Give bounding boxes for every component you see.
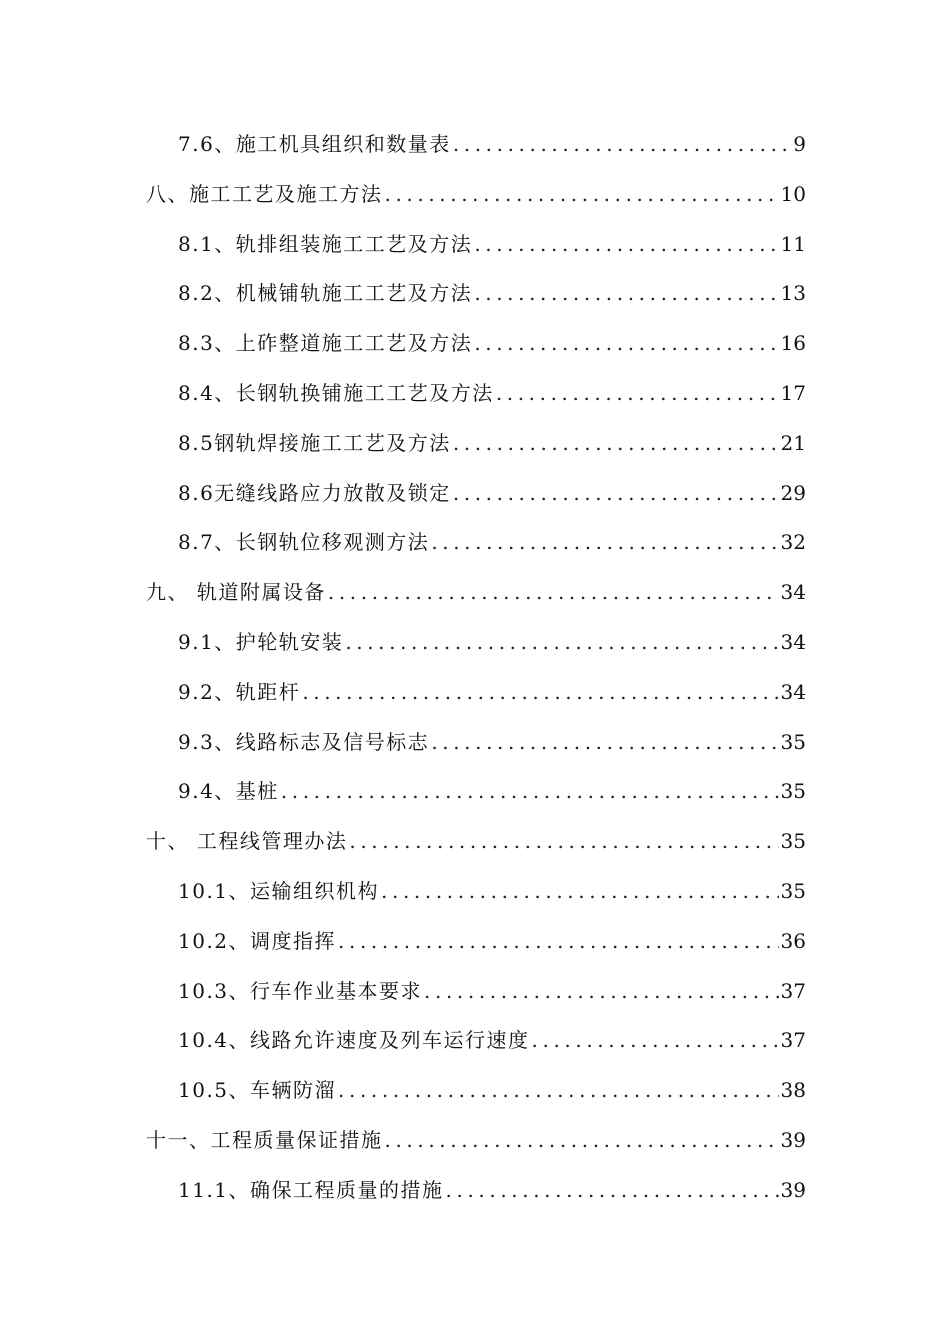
toc-entry[interactable]: [178, 377, 806, 417]
toc-entry[interactable]: [178, 128, 806, 168]
toc-dot-leader: [474, 232, 778, 256]
toc-page-number: 32: [780, 530, 806, 555]
toc-entry-label: 十一、工程质量保证措施: [146, 1128, 383, 1152]
toc-dot-leader: [338, 929, 779, 953]
toc-dot-leader: [385, 182, 779, 206]
toc-entry[interactable]: [178, 277, 806, 317]
toc-dot-leader: [453, 132, 791, 156]
toc-entry[interactable]: [178, 427, 806, 467]
toc-page-number: 36: [780, 928, 806, 953]
toc-entry-label: 10.4、线路允许速度及列车运行速度: [178, 1028, 530, 1053]
toc-entry[interactable]: [178, 676, 806, 716]
toc-page-number: 13: [780, 281, 806, 306]
toc-dot-leader: [302, 680, 778, 704]
toc-entry[interactable]: [178, 626, 806, 666]
toc-page-number: 34: [780, 630, 806, 654]
toc-entry[interactable]: [178, 726, 806, 766]
toc-entry[interactable]: [178, 975, 806, 1015]
toc-entry-label: 八、施工工艺及施工方法: [146, 181, 383, 206]
toc-entry-label: 8.7、长钢轨位移观测方法: [178, 530, 430, 555]
toc-entry[interactable]: [146, 1124, 806, 1164]
toc-entry-label: 8.1、轨排组装施工工艺及方法: [178, 231, 473, 256]
toc-page-number: 35: [780, 729, 806, 754]
toc-page-number: 16: [780, 331, 806, 356]
toc-dot-leader: [474, 331, 778, 355]
toc-page-number: 29: [780, 480, 806, 505]
toc-dot-leader: [385, 1128, 779, 1152]
toc-page-number: 35: [780, 879, 806, 903]
toc-dot-leader: [338, 1078, 779, 1102]
toc-page-number: 34: [780, 679, 806, 704]
toc-page-number: 37: [780, 978, 806, 1003]
toc-dot-leader: [453, 431, 779, 455]
toc-entry[interactable]: [178, 327, 806, 367]
toc-entry[interactable]: [178, 775, 806, 815]
toc-dot-leader: [532, 1028, 779, 1052]
toc-entry-label: 9.3、线路标志及信号标志: [178, 729, 430, 754]
toc-entry-label: 11.1、确保工程质量的措施: [178, 1177, 444, 1202]
toc-page-number: 35: [780, 829, 806, 854]
toc-entry-label: 十、 工程线管理办法: [146, 829, 348, 854]
toc-entry[interactable]: [178, 1174, 806, 1214]
toc-page-number: 21: [780, 430, 806, 455]
toc-entry[interactable]: [146, 825, 806, 865]
toc-page-number: 35: [780, 779, 806, 804]
toc-entry[interactable]: [146, 178, 806, 218]
toc-entry-label: 8.6无缝线路应力放散及锁定: [178, 480, 451, 505]
toc-page-number: 39: [780, 1128, 806, 1152]
toc-page-number: 10: [780, 181, 806, 206]
toc-entry-label: 9.4、基桩: [178, 779, 279, 804]
toc-entry-label: 10.1、运输组织机构: [178, 879, 380, 903]
toc-page-number: 11: [780, 231, 806, 256]
toc-entry-label: 9.2、轨距杆: [178, 679, 301, 704]
toc-entry-label: 10.2、调度指挥: [178, 928, 337, 953]
toc-dot-leader: [431, 730, 778, 754]
toc-page-number: 17: [780, 381, 806, 405]
toc-entry-label: 10.5、车辆防溜: [178, 1078, 337, 1103]
toc-dot-leader: [453, 481, 779, 505]
toc-entry[interactable]: [178, 228, 806, 268]
toc-dot-leader: [345, 630, 778, 654]
toc-dot-leader: [424, 979, 779, 1003]
toc-page-number: 38: [780, 1078, 806, 1103]
toc-entry[interactable]: [178, 526, 806, 566]
toc-dot-leader: [496, 381, 779, 405]
toc-entry[interactable]: [178, 875, 806, 915]
toc-entry[interactable]: [178, 1074, 806, 1114]
toc-entry-label: 8.3、上砟整道施工工艺及方法: [178, 331, 473, 356]
toc-entry[interactable]: [146, 576, 806, 616]
toc-dot-leader: [281, 779, 779, 803]
toc-entry-label: 10.3、行车作业基本要求: [178, 978, 423, 1003]
toc-entry-label: 8.2、机械铺轨施工工艺及方法: [178, 281, 473, 306]
toc-page-number: 39: [780, 1177, 806, 1202]
toc-entry-label: 8.4、长钢轨换铺施工工艺及方法: [178, 381, 494, 405]
toc-entry[interactable]: [178, 925, 806, 965]
toc-entry-label: 九、 轨道附属设备: [146, 580, 326, 605]
toc-entry-label: 9.1、护轮轨安装: [178, 630, 344, 654]
toc-page-number: 34: [780, 580, 806, 605]
toc-entry[interactable]: [178, 1024, 806, 1064]
toc-entry-label: 8.5钢轨焊接施工工艺及方法: [178, 430, 451, 455]
toc-dot-leader: [349, 829, 778, 853]
toc-entry[interactable]: [178, 477, 806, 517]
toc-dot-leader: [474, 281, 778, 305]
toc-dot-leader: [431, 530, 778, 554]
toc-page-number: 9: [793, 132, 806, 156]
toc-dot-leader: [446, 1178, 779, 1202]
toc-dot-leader: [328, 580, 779, 604]
toc-page-number: 37: [780, 1028, 806, 1053]
toc-entry-label: 7.6、施工机具组织和数量表: [178, 132, 451, 156]
toc-dot-leader: [381, 879, 779, 903]
